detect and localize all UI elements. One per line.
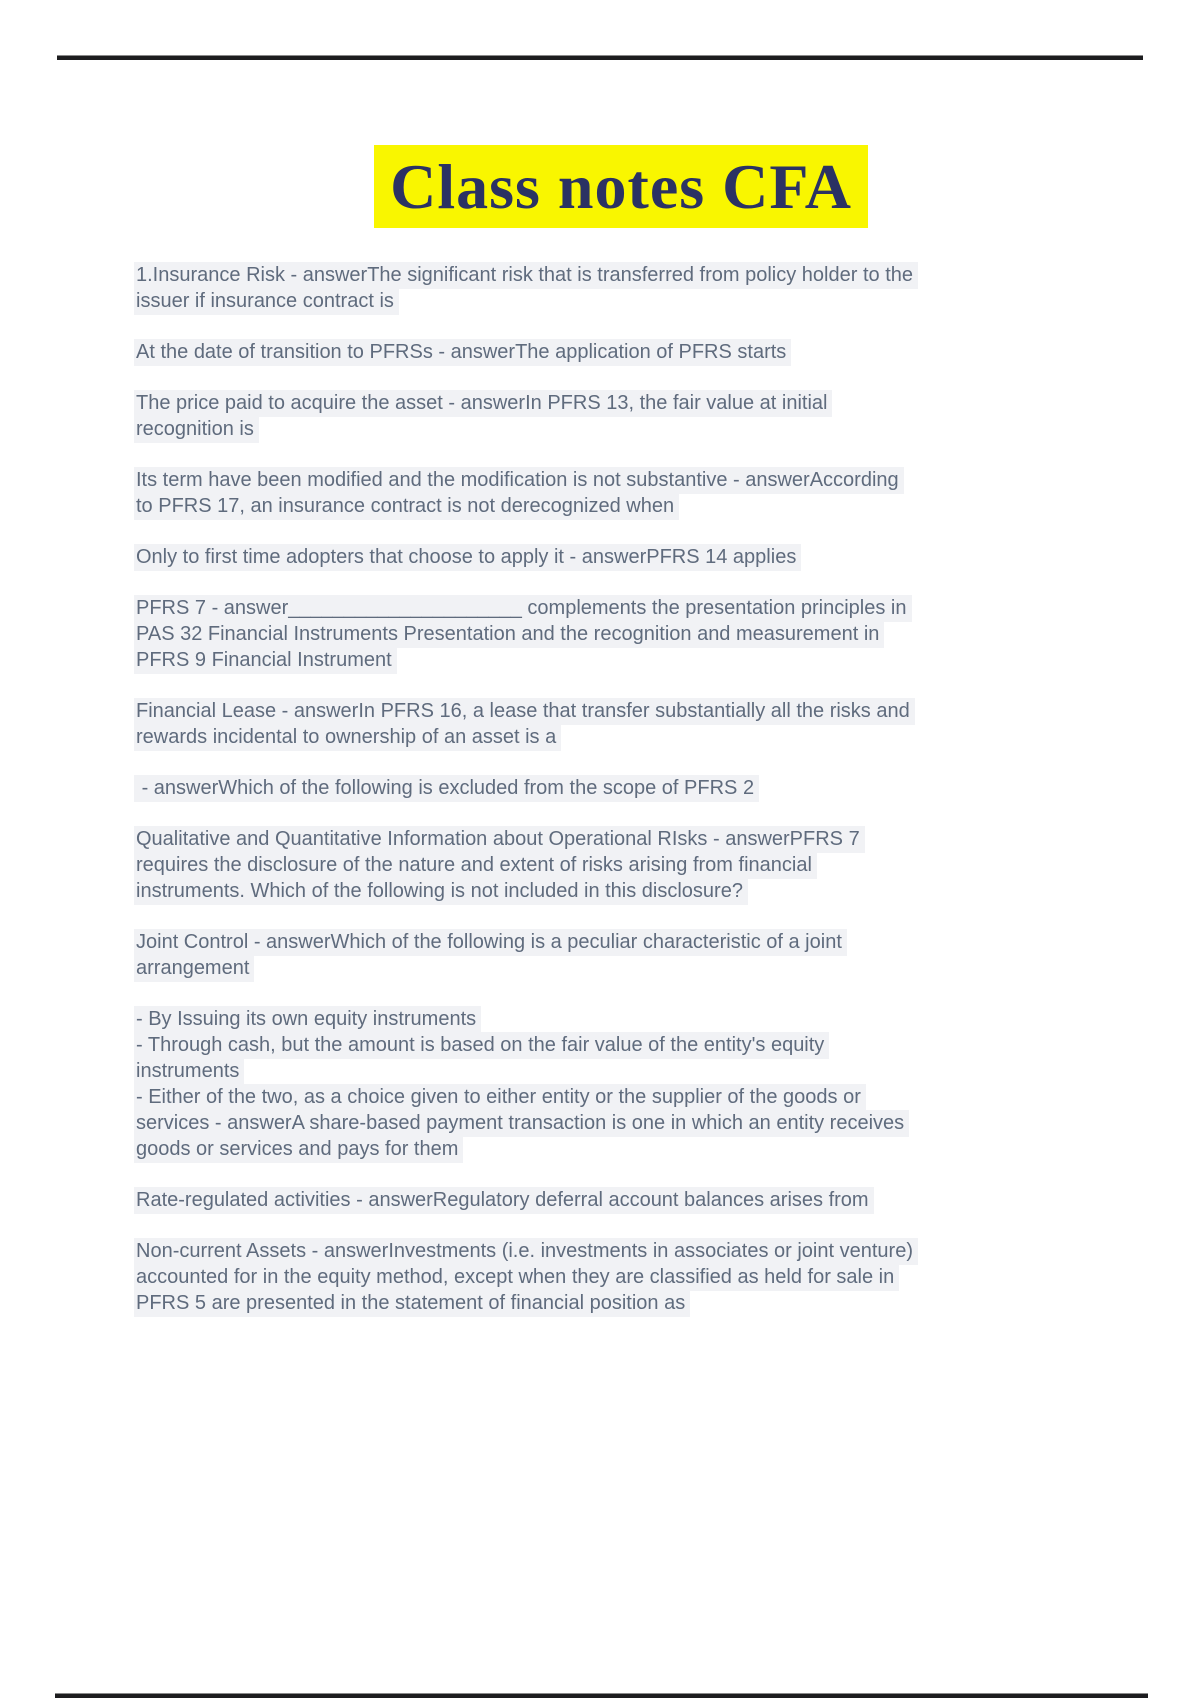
note-paragraph <box>136 390 1020 442</box>
note-paragraph <box>136 698 1020 750</box>
note-line: 1.Insurance Risk - answerThe significant risk that is transferred from policy holder to the <box>134 262 918 289</box>
note-line: The price paid to acquire the asset - answerIn PFRS 13, the fair value at initial <box>134 390 832 417</box>
note-paragraph <box>136 826 1020 904</box>
note-line: requires the disclosure of the nature and extent of risks arising from financial <box>134 852 817 879</box>
page-title: Class notes CFA <box>374 145 868 228</box>
note-paragraph <box>136 595 1020 673</box>
note-line: Rate-regulated activities - answerRegulatory deferral account balances arises from <box>134 1187 874 1214</box>
note-paragraph <box>136 929 1020 981</box>
note-line: arrangement <box>134 955 254 982</box>
notes-body <box>136 262 1020 1316</box>
note-line: PAS 32 Financial Instruments Presentation and the recognition and measurement in <box>134 621 884 648</box>
note-line: recognition is <box>134 416 259 443</box>
note-line: Its term have been modified and the modification is not substantive - answerAccording <box>134 467 904 494</box>
note-line: services - answerA share-based payment transaction is one in which an entity receives <box>134 1110 909 1137</box>
bottom-divider <box>55 1693 1148 1698</box>
note-paragraph <box>136 467 1020 519</box>
note-line: - Through cash, but the amount is based on the fair value of the entity's equity <box>134 1032 829 1059</box>
note-line: PFRS 9 Financial Instrument <box>134 647 397 674</box>
note-paragraph <box>136 544 1020 570</box>
note-paragraph <box>136 262 1020 314</box>
note-line: accounted for in the equity method, except when they are classified as held for sale in <box>134 1264 899 1291</box>
note-line: Only to first time adopters that choose to apply it - answerPFRS 14 applies <box>134 544 801 571</box>
note-paragraph <box>136 1006 1020 1162</box>
note-line: Non-current Assets - answerInvestments (i.e. investments in associates or joint venture) <box>134 1238 918 1265</box>
note-paragraph <box>136 775 1020 801</box>
note-line: - By Issuing its own equity instruments <box>134 1006 481 1033</box>
note-line: Joint Control - answerWhich of the following is a peculiar characteristic of a joint <box>134 929 847 956</box>
note-paragraph <box>136 339 1020 365</box>
title-section <box>0 145 1200 228</box>
note-line: At the date of transition to PFRSs - answerThe application of PFRS starts <box>134 339 791 366</box>
note-line: - Either of the two, as a choice given to either entity or the supplier of the goods or <box>134 1084 866 1111</box>
note-line: instruments. Which of the following is not included in this disclosure? <box>134 878 748 905</box>
note-paragraph <box>136 1187 1020 1213</box>
note-line: issuer if insurance contract is <box>134 288 399 315</box>
top-divider <box>57 55 1143 60</box>
note-line: Qualitative and Quantitative Information about Operational RIsks - answerPFRS 7 <box>134 826 865 853</box>
note-line: goods or services and pays for them <box>134 1136 463 1163</box>
note-line: PFRS 7 - answer_____________________ complements the presentation principles in <box>134 595 912 622</box>
note-paragraph <box>136 1238 1020 1316</box>
note-line: instruments <box>134 1058 244 1085</box>
note-line: - answerWhich of the following is excluded from the scope of PFRS 2 <box>134 775 759 802</box>
note-line: to PFRS 17, an insurance contract is not derecognized when <box>134 493 679 520</box>
note-line: Financial Lease - answerIn PFRS 16, a lease that transfer substantially all the risks and <box>134 698 915 725</box>
note-line: rewards incidental to ownership of an asset is a <box>134 724 561 751</box>
note-line: PFRS 5 are presented in the statement of financial position as <box>134 1290 690 1317</box>
